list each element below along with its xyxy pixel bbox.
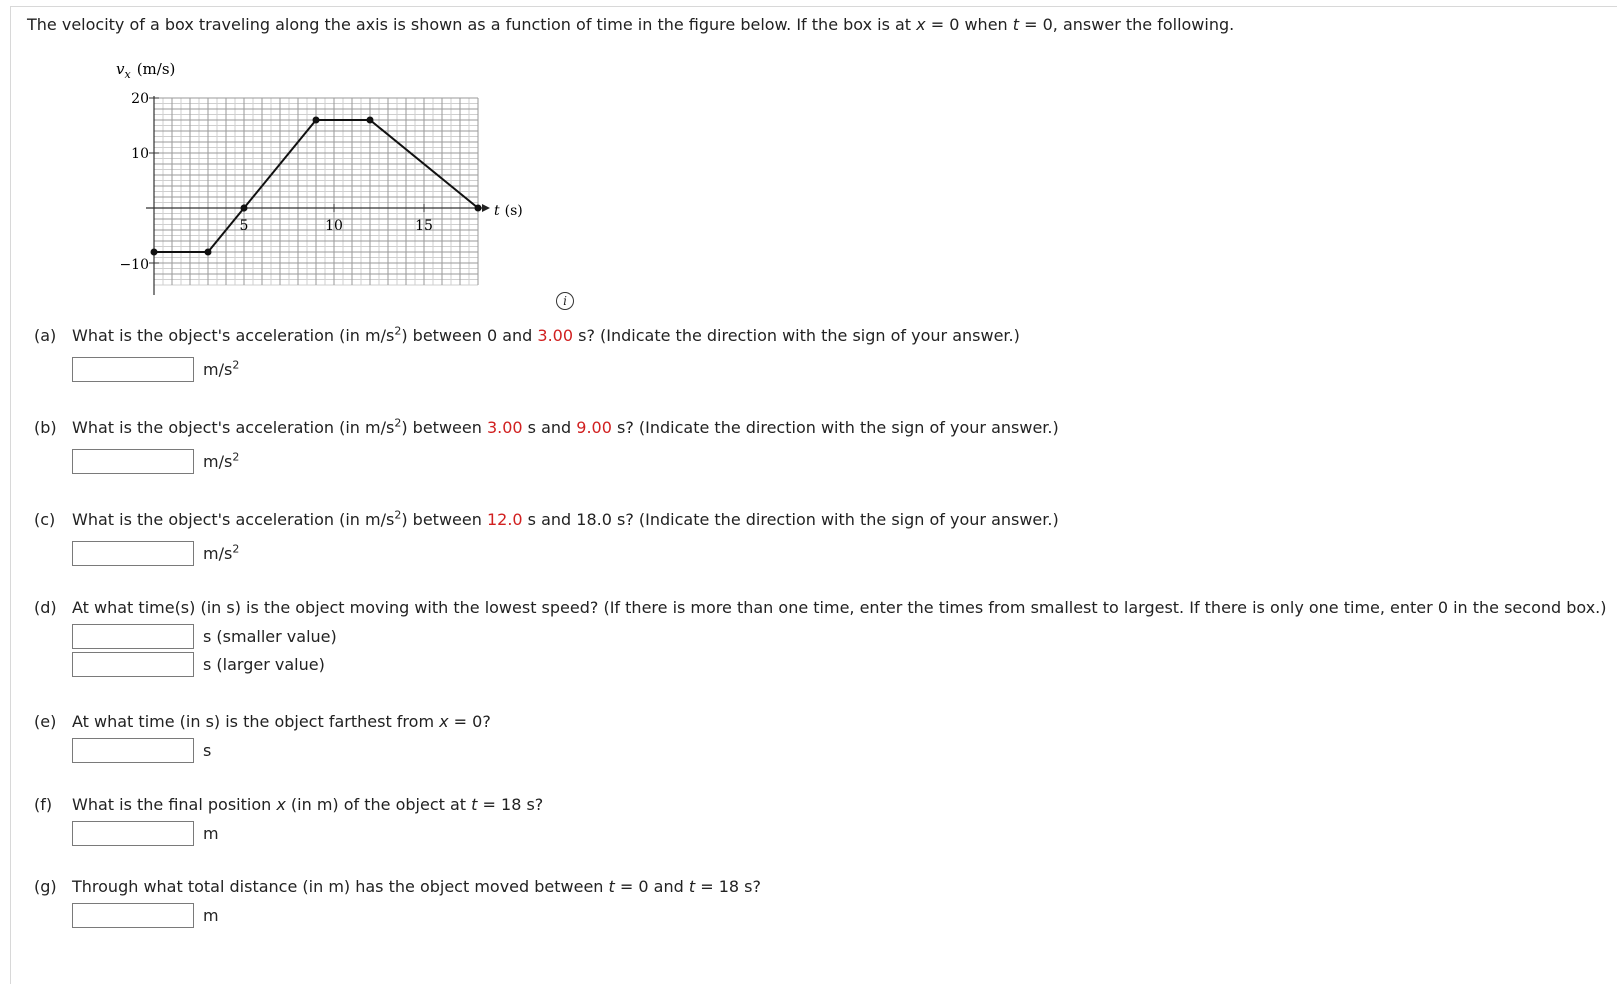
answer-e-input[interactable]: [72, 738, 194, 763]
y-axis-label: $v_x$ (m/s): [116, 60, 176, 81]
data-point: [151, 249, 158, 256]
question-e: (e) At what time (in s) is the object farthest from x = 0?: [34, 712, 491, 731]
frame-top-border: [10, 6, 1617, 7]
velocity-time-graph: [100, 52, 560, 300]
y-tick-label-minus-10: −10: [119, 257, 149, 273]
answer-c-unit: $m/s^2$: [203, 542, 240, 563]
data-point: [241, 205, 248, 212]
answer-d-smaller-unit: s (smaller value): [203, 627, 337, 646]
answer-d-larger-unit: s (larger value): [203, 655, 325, 674]
info-icon[interactable]: i: [556, 292, 574, 310]
answer-b-input[interactable]: [72, 449, 194, 474]
answer-g-input[interactable]: [72, 903, 194, 928]
answer-d-larger-input[interactable]: [72, 652, 194, 677]
data-point: [475, 205, 482, 212]
question-g: (g) Through what total distance (in m) has the object moved between t = 0 and t = 18 s?: [34, 877, 761, 896]
data-point: [367, 117, 374, 124]
question-f: (f) What is the final position x (in m) of the object at t = 18 s?: [34, 795, 544, 814]
x-tick-label-10: 10: [325, 218, 343, 234]
y-tick-label-20: 20: [131, 91, 149, 107]
question-b: (b) What is the object's acceleration (in $m/s^2$) between 3.00 s and 9.00 s? (Indicate the direction with the sign of your answer.): [34, 416, 1059, 437]
answer-f-unit: m: [203, 824, 219, 843]
frame-left-border: [10, 6, 11, 984]
question-c: (c) What is the object's acceleration (in $m/s^2$) between 12.0 s and 18.0 s? (Indicate the direction with the sign of your answer.): [34, 508, 1059, 529]
x-axis-label: t (s): [494, 203, 523, 219]
y-tick-label-10: 10: [131, 146, 149, 162]
x-axis-arrow: [482, 204, 490, 212]
data-point: [205, 249, 212, 256]
answer-d-smaller-input[interactable]: [72, 624, 194, 649]
answer-g-unit: m: [203, 906, 219, 925]
answer-e-unit: s: [203, 741, 212, 760]
problem-intro: The velocity of a box traveling along the axis is shown as a function of time in the figure below. If the box is at x = 0 when t = 0, answer the following.: [27, 15, 1235, 34]
data-point: [313, 117, 320, 124]
answer-a-input[interactable]: [72, 357, 194, 382]
question-d: (d) At what time(s) (in s) is the object moving with the lowest speed? (If there is more than one time, enter the times from smallest to largest. If there is only one time, enter 0 in the second box.): [34, 598, 1607, 617]
question-a: (a) What is the object's acceleration (in $m/s^2$) between 0 and 3.00 s? (Indicate the direction with the sign of your answer.): [34, 324, 1020, 345]
x-tick-label-15: 15: [415, 218, 433, 234]
answer-b-unit: $m/s^2$: [203, 450, 240, 471]
answer-a-unit: $m/s^2$: [203, 358, 240, 379]
answer-f-input[interactable]: [72, 821, 194, 846]
x-tick-label-5: 5: [239, 218, 249, 234]
answer-c-input[interactable]: [72, 541, 194, 566]
